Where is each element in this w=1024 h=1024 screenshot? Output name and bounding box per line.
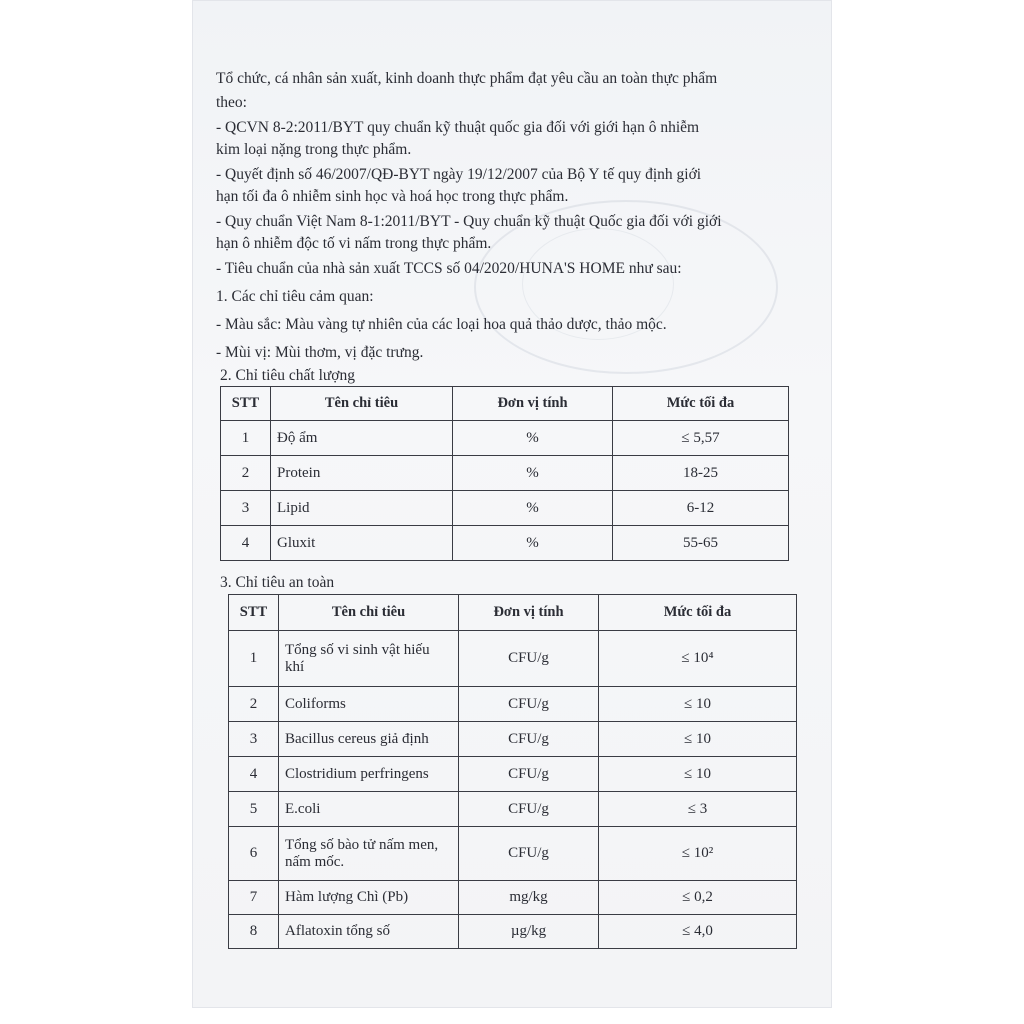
cell-name: E.coli xyxy=(279,792,459,827)
document-page xyxy=(192,0,832,1008)
cell-unit: CFU/g xyxy=(459,722,599,757)
safety-heading: 3. Chỉ tiêu an toàn xyxy=(220,574,335,591)
cell-stt: 7 xyxy=(229,881,279,915)
table-row xyxy=(229,915,797,949)
cell-stt: 1 xyxy=(229,631,279,687)
cell-name: Clostridium perfringens xyxy=(279,757,459,792)
intro-line: hạn tối đa ô nhiễm sinh học và hoá học trong thực phẩm. xyxy=(216,188,569,205)
table-row xyxy=(221,526,789,561)
cell-stt: 4 xyxy=(221,526,271,561)
cell-max: ≤ 10 xyxy=(599,687,797,722)
cell-max: ≤ 10⁴ xyxy=(599,631,797,687)
cell-name: Coliforms xyxy=(279,687,459,722)
cell-stt: 2 xyxy=(229,687,279,722)
cell-unit: CFU/g xyxy=(459,757,599,792)
table-row xyxy=(229,881,797,915)
cell-name: Protein xyxy=(271,456,453,491)
cell-unit: CFU/g xyxy=(459,792,599,827)
header-unit: Đơn vị tính xyxy=(459,595,599,631)
cell-name: Gluxit xyxy=(271,526,453,561)
table-row xyxy=(229,757,797,792)
header-max: Mức tối đa xyxy=(613,387,789,421)
cell-unit: CFU/g xyxy=(459,631,599,687)
quality-table xyxy=(220,386,789,561)
intro-line: - Tiêu chuẩn của nhà sản xuất TCCS số 04/2020/HUNA'S HOME như sau: xyxy=(216,260,682,277)
table-row xyxy=(221,456,789,491)
cell-unit: % xyxy=(453,456,613,491)
cell-max: 55-65 xyxy=(613,526,789,561)
intro-line: - Mùi vị: Mùi thơm, vị đặc trưng. xyxy=(216,344,424,361)
header-unit: Đơn vị tính xyxy=(453,387,613,421)
intro-line: - Quy chuẩn Việt Nam 8-1:2011/BYT - Quy chuẩn kỹ thuật Quốc gia đối với giới xyxy=(216,213,722,230)
intro-line: - Màu sắc: Màu vàng tự nhiên của các loại hoa quả thảo dược, thảo mộc. xyxy=(216,316,667,333)
intro-line: hạn ô nhiễm độc tố vi nấm trong thực phẩm. xyxy=(216,235,492,252)
cell-name: Bacillus cereus giả định xyxy=(279,722,459,757)
intro-line: 1. Các chỉ tiêu cảm quan: xyxy=(216,288,374,305)
table-row xyxy=(229,722,797,757)
intro-line: Tổ chức, cá nhân sản xuất, kinh doanh thực phẩm đạt yêu cầu an toàn thực phẩm xyxy=(216,70,718,87)
table-row xyxy=(229,792,797,827)
safety-table xyxy=(228,594,797,949)
cell-stt: 6 xyxy=(229,827,279,881)
header-stt: STT xyxy=(221,387,271,421)
intro-line: theo: xyxy=(216,94,247,111)
table-row xyxy=(229,827,797,881)
table-row xyxy=(221,421,789,456)
cell-stt: 1 xyxy=(221,421,271,456)
cell-max: ≤ 10 xyxy=(599,757,797,792)
cell-max: 18-25 xyxy=(613,456,789,491)
cell-unit: CFU/g xyxy=(459,827,599,881)
cell-name: Hàm lượng Chì (Pb) xyxy=(279,881,459,915)
cell-stt: 4 xyxy=(229,757,279,792)
header-name: Tên chỉ tiêu xyxy=(271,387,453,421)
cell-max: ≤ 10² xyxy=(599,827,797,881)
cell-unit: % xyxy=(453,421,613,456)
cell-stt: 5 xyxy=(229,792,279,827)
table-header-row xyxy=(221,387,789,421)
cell-max: 6-12 xyxy=(613,491,789,526)
intro-line: - QCVN 8-2:2011/BYT quy chuẩn kỹ thuật quốc gia đối với giới hạn ô nhiễm xyxy=(216,119,700,136)
cell-unit: CFU/g xyxy=(459,687,599,722)
cell-stt: 3 xyxy=(229,722,279,757)
header-name: Tên chỉ tiêu xyxy=(279,595,459,631)
table-row xyxy=(229,631,797,687)
cell-unit: mg/kg xyxy=(459,881,599,915)
cell-name: Lipid xyxy=(271,491,453,526)
table-header-row xyxy=(229,595,797,631)
cell-name: Tổng số vi sinh vật hiếu khí xyxy=(279,631,459,687)
quality-heading: 2. Chỉ tiêu chất lượng xyxy=(220,367,355,384)
cell-unit: µg/kg xyxy=(459,915,599,949)
header-stt: STT xyxy=(229,595,279,631)
cell-stt: 2 xyxy=(221,456,271,491)
intro-line: - Quyết định số 46/2007/QĐ-BYT ngày 19/12/2007 của Bộ Y tế quy định giới xyxy=(216,166,702,183)
cell-name: Tổng số bào tử nấm men, nấm mốc. xyxy=(279,827,459,881)
cell-stt: 8 xyxy=(229,915,279,949)
cell-stt: 3 xyxy=(221,491,271,526)
cell-max: ≤ 10 xyxy=(599,722,797,757)
table-row xyxy=(221,491,789,526)
intro-line: kim loại nặng trong thực phẩm. xyxy=(216,141,412,158)
cell-name: Aflatoxin tổng số xyxy=(279,915,459,949)
cell-max: ≤ 5,57 xyxy=(613,421,789,456)
table-row xyxy=(229,687,797,722)
cell-max: ≤ 0,2 xyxy=(599,881,797,915)
cell-unit: % xyxy=(453,491,613,526)
header-max: Mức tối đa xyxy=(599,595,797,631)
cell-name: Độ ẩm xyxy=(271,421,453,456)
cell-unit: % xyxy=(453,526,613,561)
cell-max: ≤ 4,0 xyxy=(599,915,797,949)
cell-max: ≤ 3 xyxy=(599,792,797,827)
